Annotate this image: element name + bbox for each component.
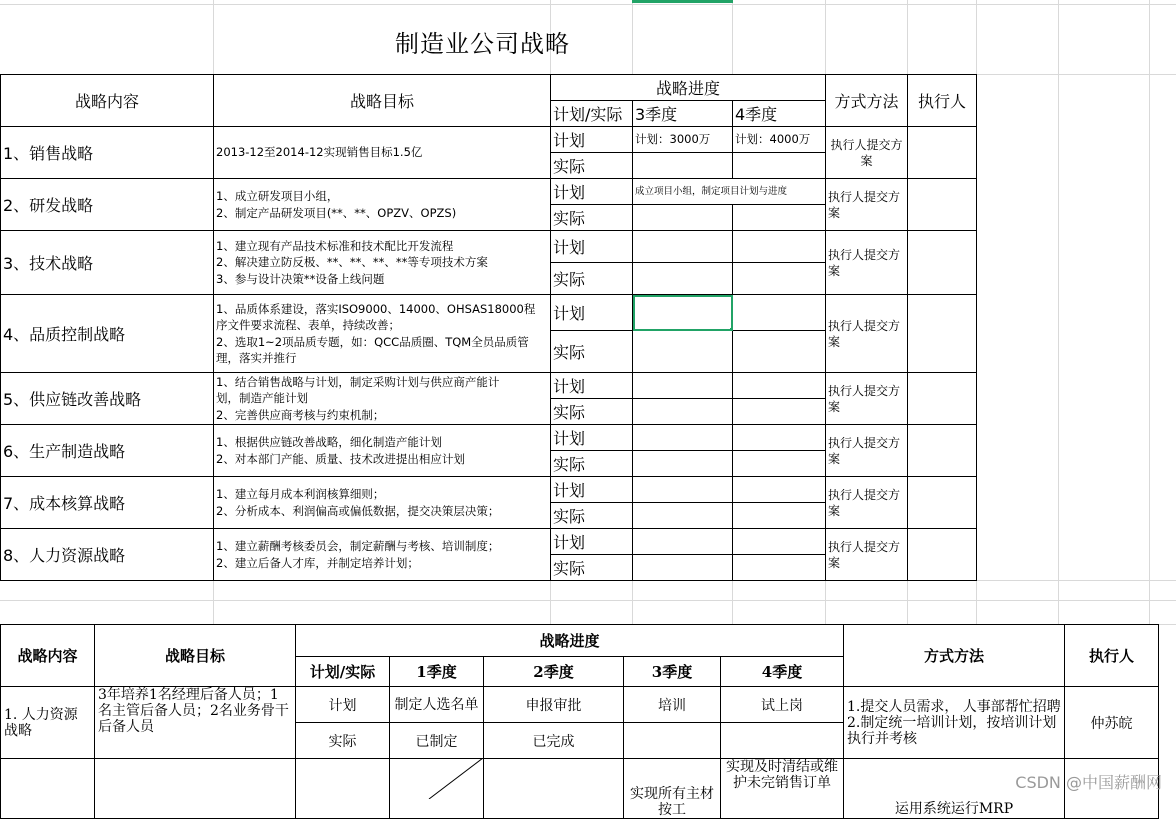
method-cell[interactable]: 执行人提交方案 (826, 127, 908, 179)
q3-actual-cell[interactable] (633, 205, 733, 231)
q3-actual-cell[interactable] (633, 263, 733, 295)
q4-plan-cell[interactable]: 实现及时清结或维护未完销售订单 (721, 759, 844, 819)
goal-line: 2、对本部门产能、质量、技术改进提出相应计划 (216, 451, 465, 466)
q4-actual-cell[interactable] (733, 205, 826, 231)
column-selection-indicator (632, 0, 733, 3)
q4-plan-cell[interactable] (733, 373, 826, 399)
strategy-name[interactable]: 1、销售战略 (1, 127, 214, 179)
goal-line: 2、分析成本、利润偏高或偏低数据，提交决策层决策； (216, 503, 500, 518)
strategy-name[interactable]: 5、供应链改善战略 (1, 373, 214, 425)
method-cell[interactable]: 执行人提交方案 (826, 373, 908, 425)
plan-label[interactable]: 计划 (551, 179, 633, 205)
header-method[interactable]: 方式方法 (826, 75, 908, 127)
executor-cell[interactable] (908, 295, 977, 373)
method-cell[interactable]: 执行人提交方案 (826, 295, 908, 373)
strategy-goal[interactable] (214, 295, 551, 373)
executor-cell[interactable]: 仲苏皖 (1065, 687, 1159, 759)
goal-line: 1、品质体系建设，落实ISO9000、14000、OHSAS18000程 (216, 301, 536, 316)
strategy-goal[interactable] (214, 373, 551, 425)
executor-cell[interactable] (908, 179, 977, 231)
method-cell[interactable]: 1.提交人员需求， 人事部帮忙招聘 2.制定统一培训计划，按培训计划执行并考核 (844, 687, 1065, 759)
q4-actual-cell[interactable] (733, 555, 826, 581)
header-executor[interactable]: 执行人 (1065, 625, 1159, 687)
q3-plan-cell[interactable] (633, 231, 733, 263)
goal-line: 3、参与设计决策**设备上线问题 (216, 271, 385, 286)
plan-label[interactable]: 计划 (551, 425, 633, 451)
plan-label[interactable]: 计划 (551, 529, 633, 555)
method-cell[interactable]: 执行人提交方案 (826, 529, 908, 581)
goal-line: 理，落实并推行 (216, 351, 297, 365)
q4-plan-cell[interactable]: 计划：4000万 (733, 127, 826, 153)
goal-line: 2、完善供应商考核与约束机制； (216, 407, 385, 422)
header-q1[interactable]: 1季度 (390, 657, 484, 687)
q1-actual-cell[interactable]: 已制定 (390, 723, 484, 759)
goal-line: 1、结合销售战略与计划，制定采购计划与供应商产能计 (216, 374, 500, 389)
strategy-goal[interactable] (214, 425, 551, 477)
q4-actual-cell[interactable] (733, 451, 826, 477)
plan-label[interactable]: 计划 (551, 295, 633, 331)
goal-line: 1、成立研发项目小组， (216, 189, 339, 203)
q3-actual-cell[interactable] (633, 331, 733, 373)
actual-label[interactable]: 实际 (551, 555, 633, 581)
plan-label[interactable]: 计划 (551, 477, 633, 503)
header-goal[interactable]: 战略目标 (95, 625, 296, 687)
actual-label[interactable]: 实际 (551, 503, 633, 529)
goal-line: 1、根据供应链改善战略，细化制造产能计划 (216, 435, 442, 449)
q3-plan-cell[interactable] (633, 477, 733, 503)
q3-plan-cell[interactable]: 计划：3000万 (633, 127, 733, 153)
plan-label[interactable] (296, 759, 390, 819)
q1-plan-cell[interactable]: 制定人选名单 (390, 687, 484, 723)
executor-cell[interactable] (908, 373, 977, 425)
watermark: CSDN @中国薪酬网 (1015, 773, 1162, 792)
q3-plan-cell[interactable]: 成立项目小组，制定项目计划与进度 (633, 179, 826, 205)
q3-plan-cell[interactable] (633, 425, 733, 451)
q4-actual-cell[interactable] (733, 153, 826, 179)
plan-label[interactable]: 计划 (551, 373, 633, 399)
strategy-table (0, 74, 977, 581)
q3-actual-cell[interactable] (633, 153, 733, 179)
executor-cell[interactable] (908, 127, 977, 179)
plan-label[interactable]: 计划 (551, 231, 633, 263)
actual-label[interactable]: 实际 (551, 153, 633, 179)
strategy-goal[interactable] (214, 529, 551, 581)
executor-cell[interactable] (908, 231, 977, 295)
strategy-name[interactable]: 8、人力资源战略 (1, 529, 214, 581)
goal-line: 序文件要求流程、表单，持续改善； (216, 318, 400, 332)
header-content[interactable]: 战略内容 (1, 625, 95, 687)
q3-plan-cell[interactable] (633, 373, 733, 399)
q4-actual-cell[interactable] (733, 331, 826, 373)
q3-actual-cell[interactable] (633, 451, 733, 477)
header-progress[interactable]: 战略进度 (296, 625, 844, 657)
q4-actual-cell[interactable] (733, 399, 826, 425)
q4-plan-cell[interactable]: 试上岗 (721, 687, 844, 723)
q4-plan-cell[interactable] (733, 425, 826, 451)
q2-actual-cell[interactable]: 已完成 (484, 723, 624, 759)
goal-line: 2、解决建立防反极、**、**、**、**等专项技术方案 (216, 255, 488, 270)
strategy-name[interactable]: 3、技术战略 (1, 231, 214, 295)
method-cell[interactable]: 执行人提交方案 (826, 231, 908, 295)
strategy-name[interactable] (1, 759, 95, 819)
strategy-goal[interactable] (214, 477, 551, 529)
header-progress[interactable]: 战略进度 (551, 75, 826, 101)
header-plan-actual[interactable]: 计划/实际 (551, 101, 633, 127)
header-plan-actual[interactable]: 计划/实际 (296, 657, 390, 687)
goal-line: 2、制定产品研发项目(**、**、OPZV、OPZS) (216, 205, 457, 220)
executor-cell[interactable] (908, 477, 977, 529)
strategy-name[interactable]: 7、成本核算战略 (1, 477, 214, 529)
goal-line: 1、建立现有产品技术标准和技术配比开发流程 (216, 238, 454, 253)
strategy-name[interactable]: 2、研发战略 (1, 179, 214, 231)
q4-plan-cell[interactable] (733, 477, 826, 503)
header-q4[interactable]: 4季度 (721, 657, 844, 687)
header-q4[interactable]: 4季度 (733, 101, 826, 127)
strategy-goal[interactable] (214, 179, 551, 231)
q4-actual-cell[interactable] (733, 263, 826, 295)
executor-cell[interactable] (908, 529, 977, 581)
q3-actual-cell[interactable] (633, 503, 733, 529)
header-content[interactable]: 战略内容 (1, 75, 214, 127)
actual-label[interactable]: 实际 (551, 399, 633, 425)
strategy-goal[interactable]: 3年培养1名经理后备人员；1名主管后备人员；2名业务骨干后备人员 (95, 687, 296, 759)
q4-actual-cell[interactable] (721, 723, 844, 759)
goal-line: 划，制造产能计划 (216, 391, 308, 406)
goal-line: 2、建立后备人才库，并制定培养计划； (216, 555, 419, 570)
executor-cell[interactable] (908, 425, 977, 477)
header-q3[interactable]: 3季度 (624, 657, 721, 687)
method-cell[interactable]: 运用系统运行MRP (844, 759, 1065, 819)
q3-actual-cell[interactable] (633, 555, 733, 581)
strategy-goal[interactable] (95, 759, 296, 819)
strategy-goal[interactable] (214, 231, 551, 295)
q4-plan-cell[interactable] (733, 295, 826, 331)
header-executor[interactable]: 执行人 (908, 75, 977, 127)
page-title: 制造业公司战略 (395, 30, 570, 58)
header-goal[interactable]: 战略目标 (214, 75, 551, 127)
hr-strategy-table (0, 624, 1159, 819)
q2-plan-cell[interactable]: 申报审批 (484, 687, 624, 723)
goal-line: 2013-12至2014-12实现销售目标1.5亿 (216, 145, 423, 160)
diagonal-strike-line (389, 758, 483, 799)
q3-plan-cell[interactable]: 培训 (624, 687, 721, 723)
actual-label[interactable]: 实际 (296, 723, 390, 759)
q3-actual-cell[interactable] (633, 399, 733, 425)
strategy-name[interactable]: 6、生产制造战略 (1, 425, 214, 477)
method-cell[interactable]: 执行人提交方案 (826, 477, 908, 529)
strategy-name[interactable]: 1. 人力资源战略 (1, 687, 95, 759)
q2-plan-cell[interactable] (484, 759, 624, 819)
q4-plan-cell[interactable] (733, 231, 826, 263)
actual-label[interactable]: 实际 (551, 205, 633, 231)
method-cell[interactable]: 执行人提交方案 (826, 179, 908, 231)
actual-label[interactable]: 实际 (551, 451, 633, 477)
plan-label[interactable]: 计划 (296, 687, 390, 723)
q3-actual-cell[interactable] (624, 723, 721, 759)
selected-cell[interactable] (633, 295, 733, 331)
method-cell[interactable]: 执行人提交方案 (826, 425, 908, 477)
header-q2[interactable]: 2季度 (484, 657, 624, 687)
q4-plan-cell[interactable] (733, 529, 826, 555)
q3-plan-cell[interactable] (633, 529, 733, 555)
strategy-goal[interactable] (214, 127, 551, 179)
goal-line: 1、建立每月成本利润核算细则； (216, 487, 385, 501)
q4-actual-cell[interactable] (733, 503, 826, 529)
header-method[interactable]: 方式方法 (844, 625, 1065, 687)
strategy-name[interactable]: 4、品质控制战略 (1, 295, 214, 373)
q3-plan-cell[interactable]: 实现所有主材按工 (624, 759, 721, 819)
actual-label[interactable]: 实际 (551, 263, 633, 295)
actual-label[interactable]: 实际 (551, 331, 633, 373)
goal-line: 2、选取1~2项品质专题，如：QCC品质圈、TQM全员品质管 (216, 334, 529, 349)
goal-line: 1、建立薪酬考核委员会，制定薪酬与考核、培训制度； (216, 539, 500, 553)
header-q3[interactable]: 3季度 (633, 101, 733, 127)
plan-label[interactable]: 计划 (551, 127, 633, 153)
